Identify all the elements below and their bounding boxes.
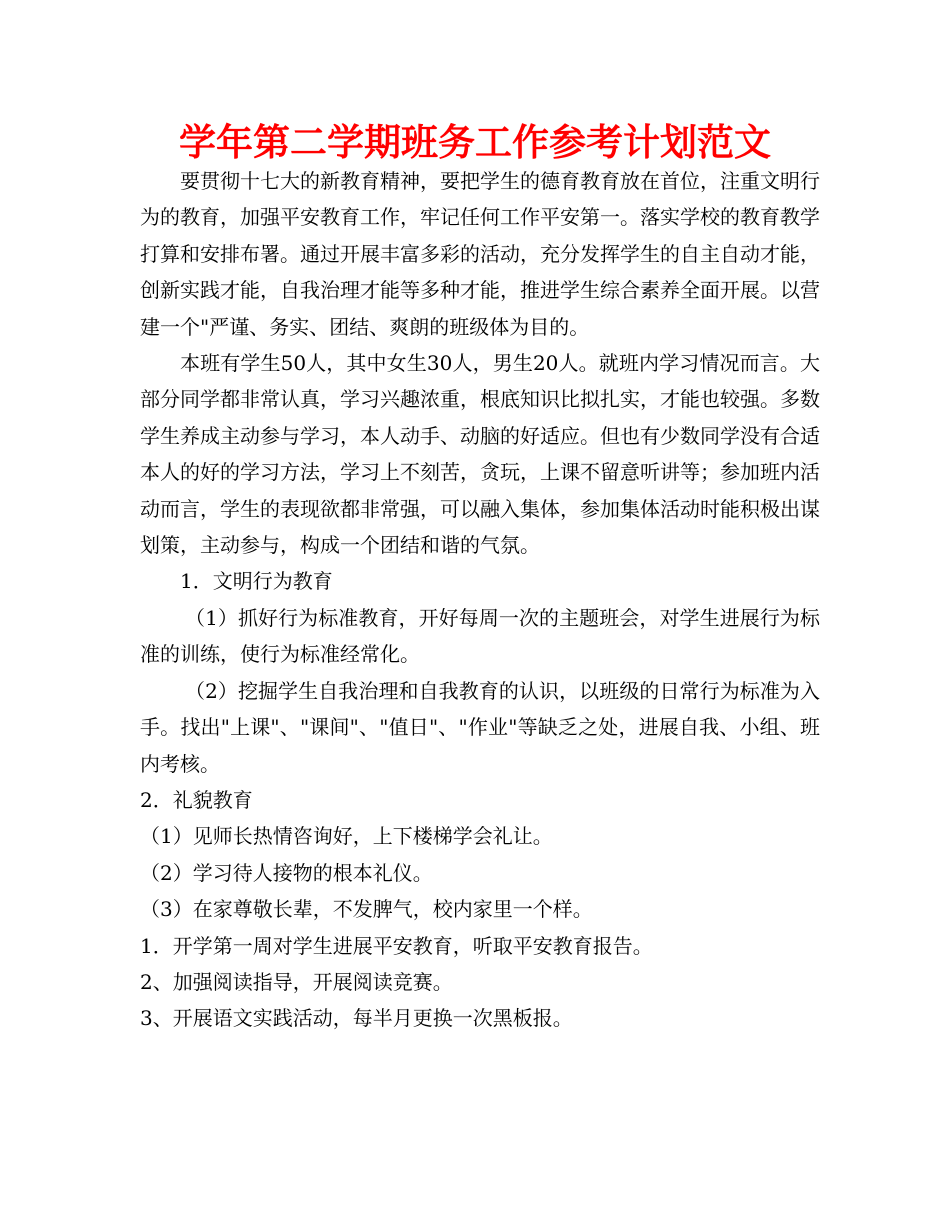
list-item-behavior-1: （1）抓好行为标准教育，开好每周一次的主题班会，对学生进展行为标准的训练，使行为标准经常化。	[140, 605, 820, 667]
document-title: 学年第二学期班务工作参考计划范文	[179, 121, 771, 164]
paragraph-class-situation: 本班有学生50人，其中女生30人，男生20人。就班内学习情况而言。大部分同学都非常认真，学习兴趣浓重，根底知识比拟扎实，才能也较强。多数学生养成主动参与学习，本人动手、动脑的好适应。但也有少数同学没有合适本人的好的学习方法，学习上不刻苦，贪玩，上课不留意听讲等；参加班内活动而言，学生的表现欲都非常强，可以融入集体，参加集体活动时能积极出谋划策，主动参与，构成一个团结和谐的气氛。	[140, 351, 820, 558]
list-item-courtesy-2: （2）学习待人接物的根本礼仪。	[140, 860, 433, 885]
paragraph-intro: 要贯彻十七大的新教育精神，要把学生的德育教育放在首位，注重文明行为的教育，加强平安教育工作，牢记任何工作平安第一。落实学校的教育教学打算和安排布署。通过开展丰富多彩的活动，充分发挥学生的自主自动才能，创新实践才能，自我治理才能等多种才能，推进学生综合素养全面开展。以营建一个"严谨、务实、团结、爽朗的班级体为目的。	[140, 169, 820, 339]
list-item-behavior-2: （2）挖掘学生自我治理和自我教育的认识，以班级的日常行为标准为入手。找出"上课"、"课间"、"值日"、"作业"等缺乏之处，进展自我、小组、班内考核。	[140, 678, 820, 776]
document-body	[140, 163, 820, 1037]
heading-civilized-behavior: 1．文明行为教育	[180, 569, 333, 594]
heading-courtesy-education: 2．礼貌教育	[140, 787, 253, 812]
list-item-courtesy-1: （1）见师长热情咨询好，上下楼梯学会礼让。	[140, 824, 553, 849]
list-item-plan-2: 2、加强阅读指导，开展阅读竞赛。	[140, 969, 453, 994]
list-item-plan-3: 3、开展语文实践活动，每半月更换一次黑板报。	[140, 1006, 573, 1031]
list-item-courtesy-3: （3）在家尊敬长辈，不发脾气，校内家里一个样。	[140, 897, 593, 922]
list-item-plan-1: 1．开学第一周对学生进展平安教育，听取平安教育报告。	[140, 933, 653, 958]
